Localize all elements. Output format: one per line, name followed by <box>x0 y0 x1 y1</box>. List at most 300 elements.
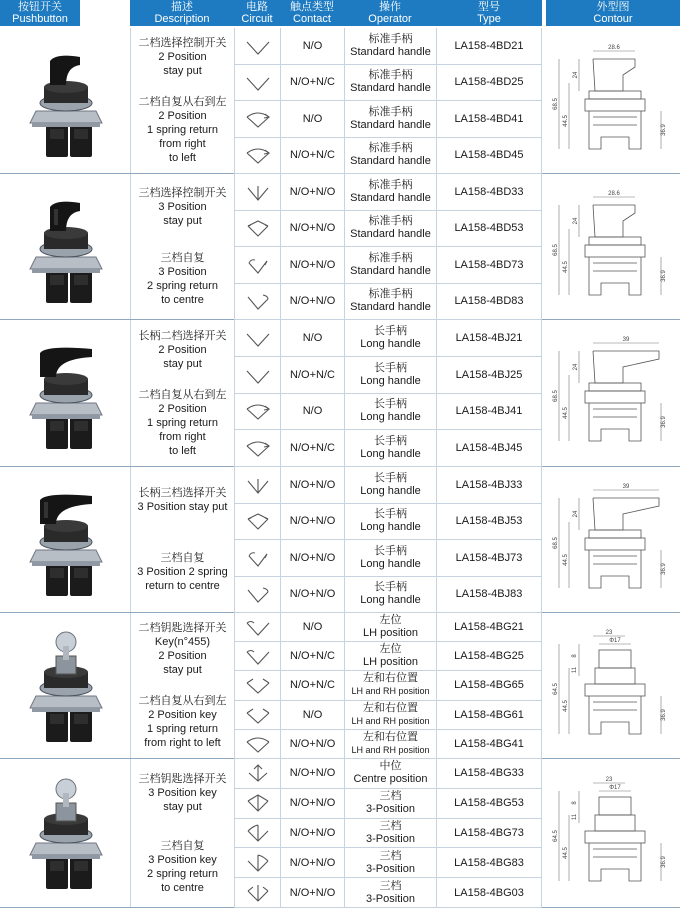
product-group <box>0 613 680 759</box>
description-block <box>131 186 234 228</box>
dim-total-height: 64.5 <box>553 682 559 695</box>
dim-base-height: 36.9 <box>661 708 667 721</box>
description-line: 1 spring return <box>147 416 218 429</box>
operator-cell <box>344 540 436 576</box>
product-photo-cell <box>0 467 130 612</box>
circuit-diagram-icon <box>235 68 281 96</box>
dim-top-width: 39 <box>622 483 630 490</box>
contact-type: N/O+N/C <box>290 76 335 89</box>
description-line: 2 Position <box>158 109 207 122</box>
header-pushbutton-zh: 按钮开关 <box>18 1 62 13</box>
operator-en: LH position <box>362 656 419 669</box>
operator-cell <box>344 211 436 247</box>
operator-cell <box>344 174 436 210</box>
type-cell <box>436 65 542 101</box>
description-line: 1 spring return <box>147 123 218 136</box>
description-line: 2 spring return <box>147 280 218 293</box>
description-cell <box>130 320 234 466</box>
contact-type: N/O+N/O <box>289 478 336 491</box>
product-photo-cell <box>0 759 130 907</box>
circuit-diagram-icon <box>235 671 281 699</box>
type-code: LA158-4BJ41 <box>455 405 523 418</box>
operator-cell <box>344 247 436 283</box>
description-line: 三档选择控制开关 <box>138 186 227 199</box>
operator-zh: 三档 <box>379 849 402 862</box>
circuit-cell <box>234 138 280 174</box>
type-cell <box>436 848 542 877</box>
table-row <box>234 540 542 577</box>
circuit-cell <box>234 394 280 430</box>
header-type <box>436 0 542 26</box>
operator-zh: 长手柄 <box>374 471 407 484</box>
description-line: 二档自复从右到左 <box>138 694 227 707</box>
circuit-cell <box>234 613 280 641</box>
contact-cell <box>280 730 344 758</box>
operator-en: Standard handle <box>350 264 431 277</box>
contact-cell <box>280 819 344 848</box>
contact-cell <box>280 789 344 818</box>
product-group <box>0 467 680 613</box>
description-line: 3 Position key <box>148 853 217 866</box>
operator-en: Long handle <box>360 411 421 424</box>
description-line: to left <box>169 151 196 164</box>
circuit-diagram-icon <box>235 849 281 877</box>
operator-zh: 长手柄 <box>374 398 407 411</box>
type-cell <box>436 101 542 137</box>
description-line: stay put <box>163 357 202 370</box>
type-code: LA158-4BJ21 <box>455 331 523 344</box>
type-code: LA158-4BG73 <box>454 826 524 839</box>
contour-cell <box>542 613 680 758</box>
type-code: LA158-4BD45 <box>454 149 524 162</box>
header-description-zh: 描述 <box>171 1 193 13</box>
product-photo-cell <box>0 174 130 319</box>
contour-drawing <box>549 626 673 746</box>
circuit-diagram-icon <box>235 819 281 847</box>
operator-en: LH position <box>362 627 419 640</box>
operator-zh: 左位 <box>379 643 402 656</box>
header-pushbutton <box>0 0 80 26</box>
operator-en: Long handle <box>360 484 421 497</box>
operator-en: Long handle <box>360 374 421 387</box>
operator-zh: 标准手柄 <box>368 215 413 228</box>
table-row <box>234 613 542 642</box>
circuit-diagram-icon <box>235 178 281 206</box>
header-circuit-zh: 电路 <box>246 1 268 13</box>
circuit-cell <box>234 577 280 613</box>
type-cell <box>436 701 542 729</box>
description-block <box>131 329 234 371</box>
type-cell <box>436 394 542 430</box>
contact-cell <box>280 671 344 699</box>
operator-cell <box>344 878 436 907</box>
header-operator-zh: 操作 <box>379 1 401 13</box>
circuit-cell <box>234 284 280 320</box>
header-pushbutton-en: Pushbutton <box>12 13 68 25</box>
circuit-diagram-icon <box>235 507 281 535</box>
description-line: 三档自复 <box>160 839 205 852</box>
selector-switch-photo <box>10 333 120 453</box>
operator-zh: 标准手柄 <box>368 69 413 82</box>
description-line: 二档钥匙选择开关 <box>138 622 227 635</box>
description-block <box>131 95 234 165</box>
circuit-cell <box>234 819 280 848</box>
type-code: LA158-4BG53 <box>454 797 524 810</box>
header-contour-en: Contour <box>593 13 633 25</box>
type-cell <box>436 819 542 848</box>
dim-body-height: 44.5 <box>563 699 569 712</box>
contact-type: N/O+N/C <box>290 368 335 381</box>
circuit-cell <box>234 101 280 137</box>
operator-en: Long handle <box>360 521 421 534</box>
header-operator-en: Operator <box>368 13 412 25</box>
operator-en: Standard handle <box>350 301 431 314</box>
contact-cell <box>280 247 344 283</box>
operator-zh: 三档 <box>379 819 402 832</box>
contact-cell <box>280 101 344 137</box>
contact-cell <box>280 138 344 174</box>
operator-zh: 中位 <box>379 760 402 773</box>
table-row <box>234 789 542 819</box>
product-photo-cell <box>0 320 130 466</box>
dim-body-height: 44.5 <box>563 553 569 566</box>
circuit-diagram-icon <box>235 287 281 315</box>
operator-zh: 标准手柄 <box>368 288 413 301</box>
operator-en: 3-Position <box>366 862 415 875</box>
operator-cell <box>344 504 436 540</box>
contact-cell <box>280 284 344 320</box>
operator-en: Standard handle <box>350 45 431 58</box>
type-cell <box>436 577 542 613</box>
dim-base-height: 36.9 <box>661 562 667 575</box>
description-line: 2 Position <box>158 402 207 415</box>
circuit-cell <box>234 211 280 247</box>
type-cell <box>436 247 542 283</box>
dim-top-width: 28.6 <box>608 44 620 51</box>
contact-type: N/O <box>302 39 323 52</box>
operator-cell <box>344 701 436 729</box>
operator-cell <box>344 284 436 320</box>
description-line: to centre <box>161 294 204 307</box>
circuit-cell <box>234 540 280 576</box>
type-cell <box>436 789 542 818</box>
type-code: LA158-4BD83 <box>454 295 524 308</box>
type-code: LA158-4BG03 <box>454 886 524 899</box>
circuit-diagram-icon <box>235 789 281 817</box>
operator-zh: 左和右位置 <box>363 672 418 685</box>
description-line: 三档钥匙选择开关 <box>138 772 227 785</box>
type-code: LA158-4BJ25 <box>455 368 523 381</box>
circuit-diagram-icon <box>235 471 281 499</box>
description-line: 2 Position key <box>148 708 217 721</box>
contact-cell <box>280 65 344 101</box>
type-cell <box>436 878 542 907</box>
circuit-cell <box>234 247 280 283</box>
description-line: stay put <box>163 664 202 677</box>
contour-cell <box>542 320 680 466</box>
dim-base-height: 36.9 <box>661 416 667 428</box>
contact-type: N/O+N/O <box>289 551 336 564</box>
contact-type: N/O <box>302 621 323 634</box>
table-row <box>234 28 542 65</box>
header-contour <box>546 0 680 26</box>
dim-small-height-1: 11 <box>572 813 578 821</box>
type-cell <box>436 671 542 699</box>
product-group <box>0 759 680 908</box>
operator-zh: 标准手柄 <box>368 178 413 191</box>
table-row <box>234 701 542 730</box>
dim-total-height: 68.5 <box>553 536 559 549</box>
type-cell <box>436 730 542 758</box>
type-cell <box>436 320 542 356</box>
operator-zh: 长手柄 <box>374 581 407 594</box>
type-code: LA158-4BJ73 <box>455 551 523 564</box>
table-row <box>234 247 542 284</box>
product-group <box>0 320 680 467</box>
operator-en: Centre position <box>353 773 428 786</box>
description-line: to centre <box>161 881 204 894</box>
type-cell <box>436 504 542 540</box>
description-line: stay put <box>163 65 202 78</box>
operator-cell <box>344 789 436 818</box>
contact-type: N/O+N/O <box>289 185 336 198</box>
selector-switch-photo <box>10 41 120 161</box>
dim-base-height: 36.9 <box>661 856 667 868</box>
operator-zh: 标准手柄 <box>368 105 413 118</box>
contact-cell <box>280 642 344 670</box>
dim-top-width: 23 <box>605 777 613 783</box>
table-row <box>234 848 542 878</box>
circuit-diagram-icon <box>235 32 281 60</box>
type-cell <box>436 540 542 576</box>
description-line: 3 Position key <box>148 786 217 799</box>
description-line: stay put <box>163 800 202 813</box>
contact-type: N/O+N/O <box>289 515 336 528</box>
operator-cell <box>344 394 436 430</box>
header-circuit-en: Circuit <box>241 13 273 25</box>
contact-cell <box>280 28 344 64</box>
type-cell <box>436 759 542 788</box>
contact-type: N/O+N/O <box>289 856 336 869</box>
type-cell <box>436 28 542 64</box>
circuit-diagram-icon <box>235 141 281 169</box>
key-selector-switch-photo <box>10 626 120 746</box>
operator-cell <box>344 819 436 848</box>
type-cell <box>436 357 542 393</box>
description-line: to left <box>169 444 196 457</box>
type-code: LA158-4BD25 <box>454 76 524 89</box>
type-code: LA158-4BG61 <box>454 708 524 721</box>
contour-drawing <box>549 333 673 453</box>
operator-cell <box>344 65 436 101</box>
operator-en: Standard handle <box>350 191 431 204</box>
description-line: 二档自复从右到左 <box>138 388 227 401</box>
contact-type: N/O+N/C <box>290 442 335 455</box>
description-line: 2 Position <box>158 343 207 356</box>
operator-en: Long handle <box>360 448 421 461</box>
contour-drawing <box>549 187 673 307</box>
operator-zh: 左位 <box>379 614 402 627</box>
circuit-diagram-icon <box>235 544 281 572</box>
type-code: LA158-4BG83 <box>454 856 524 869</box>
contact-type: N/O+N/C <box>290 679 335 692</box>
table-row <box>234 878 542 908</box>
description-line: 三档自复 <box>160 552 205 565</box>
contact-cell <box>280 504 344 540</box>
contact-type: N/O+N/C <box>290 149 335 162</box>
operator-zh: 长手柄 <box>374 361 407 374</box>
circuit-cell <box>234 174 280 210</box>
circuit-diagram-icon <box>235 613 281 641</box>
operator-cell <box>344 759 436 788</box>
contact-type: N/O+N/O <box>289 797 336 810</box>
description-line: 2 Position <box>158 650 207 663</box>
dim-base-height: 36.9 <box>661 269 667 282</box>
dim-diameter: Φ17 <box>609 785 621 791</box>
dim-body-height: 44.5 <box>563 260 569 273</box>
type-code: LA158-4BJ83 <box>455 588 523 601</box>
circuit-cell <box>234 65 280 101</box>
table-row <box>234 819 542 849</box>
operator-cell <box>344 848 436 877</box>
dim-body-height: 44.5 <box>563 114 569 127</box>
table-row <box>234 101 542 138</box>
contact-cell <box>280 613 344 641</box>
circuit-diagram-icon <box>235 759 281 787</box>
type-code: LA158-4BG41 <box>454 737 524 750</box>
dim-head-height: 24 <box>573 510 579 517</box>
dim-diameter: Φ17 <box>609 637 621 644</box>
contact-cell <box>280 174 344 210</box>
contact-type: N/O <box>302 405 323 418</box>
circuit-diagram-icon <box>235 879 281 907</box>
product-photo-cell <box>0 613 130 758</box>
circuit-diagram-icon <box>235 214 281 242</box>
operator-cell <box>344 613 436 641</box>
type-code: LA158-4BD73 <box>454 258 524 271</box>
type-code: LA158-4BJ33 <box>455 478 523 491</box>
operator-cell <box>344 430 436 466</box>
table-row <box>234 642 542 671</box>
description-line: Key(n°455) <box>154 636 211 649</box>
description-line: 长柄三档选择开关 <box>138 486 227 499</box>
description-block <box>131 772 234 814</box>
selector-switch-photo <box>10 187 120 307</box>
dim-top-width: 28.6 <box>608 190 620 197</box>
contact-type: N/O <box>302 331 323 344</box>
description-line: 2 spring return <box>147 867 218 880</box>
operator-cell <box>344 138 436 174</box>
table-row <box>234 671 542 700</box>
dim-base-height: 36.9 <box>661 123 667 136</box>
operator-en: Long handle <box>360 337 421 350</box>
table-row <box>234 65 542 102</box>
table-row <box>234 759 542 789</box>
type-cell <box>436 642 542 670</box>
contact-cell <box>280 430 344 466</box>
operator-en: Standard handle <box>350 118 431 131</box>
description-block <box>131 839 234 895</box>
circuit-diagram-icon <box>235 730 281 758</box>
operator-en: LH and RH position <box>351 686 430 697</box>
contact-cell <box>280 759 344 788</box>
type-cell <box>436 430 542 466</box>
header-contact-zh: 触点类型 <box>290 1 334 13</box>
dim-body-height: 44.5 <box>563 407 569 419</box>
product-group <box>0 28 680 174</box>
operator-cell <box>344 642 436 670</box>
contact-type: N/O+N/O <box>289 588 336 601</box>
circuit-cell <box>234 671 280 699</box>
operator-cell <box>344 671 436 699</box>
type-cell <box>436 211 542 247</box>
description-block <box>131 486 234 514</box>
circuit-cell <box>234 878 280 907</box>
type-cell <box>436 284 542 320</box>
circuit-cell <box>234 467 280 503</box>
circuit-cell <box>234 848 280 877</box>
contact-cell <box>280 878 344 907</box>
type-code: LA158-4BG65 <box>454 679 524 692</box>
type-cell <box>436 467 542 503</box>
dim-small-height-2: 8 <box>572 653 578 658</box>
header-type-zh: 型号 <box>478 1 500 13</box>
dim-total-height: 64.5 <box>553 830 559 842</box>
operator-en: Standard handle <box>350 155 431 168</box>
header-contact-en: Contact <box>293 13 331 25</box>
contour-cell <box>542 28 680 173</box>
header-type-en: Type <box>477 13 501 25</box>
description-cell <box>130 174 234 319</box>
description-line: return to centre <box>145 580 220 593</box>
operator-zh: 长手柄 <box>374 324 407 337</box>
type-code: LA158-4BD41 <box>454 112 524 125</box>
contour-drawing <box>549 41 673 161</box>
operator-en: Long handle <box>360 594 421 607</box>
circuit-cell <box>234 730 280 758</box>
header-description-en: Description <box>154 13 210 25</box>
operator-zh: 长手柄 <box>374 435 407 448</box>
description-line: stay put <box>163 214 202 227</box>
circuit-cell <box>234 642 280 670</box>
description-block <box>131 388 234 458</box>
circuit-diagram-icon <box>235 642 281 670</box>
dim-top-width: 23 <box>605 629 613 636</box>
table-row <box>234 174 542 211</box>
contour-drawing <box>549 480 673 600</box>
table-row <box>234 138 542 175</box>
contact-cell <box>280 211 344 247</box>
operator-en: 3-Position <box>366 892 415 905</box>
operator-zh: 左和右位置 <box>363 730 418 743</box>
operator-cell <box>344 577 436 613</box>
contact-cell <box>280 320 344 356</box>
circuit-diagram-icon <box>235 434 281 462</box>
circuit-diagram-icon <box>235 701 281 729</box>
circuit-cell <box>234 701 280 729</box>
description-block <box>131 621 234 677</box>
type-code: LA158-4BD33 <box>454 185 524 198</box>
circuit-diagram-icon <box>235 251 281 279</box>
key-selector-switch-photo <box>10 773 120 893</box>
contact-type: N/O+N/C <box>290 650 335 663</box>
table-row <box>234 394 542 431</box>
circuit-cell <box>234 789 280 818</box>
table-row <box>234 504 542 541</box>
operator-zh: 三档 <box>379 790 402 803</box>
header-contour-zh: 外型图 <box>596 1 630 13</box>
contour-cell <box>542 174 680 319</box>
